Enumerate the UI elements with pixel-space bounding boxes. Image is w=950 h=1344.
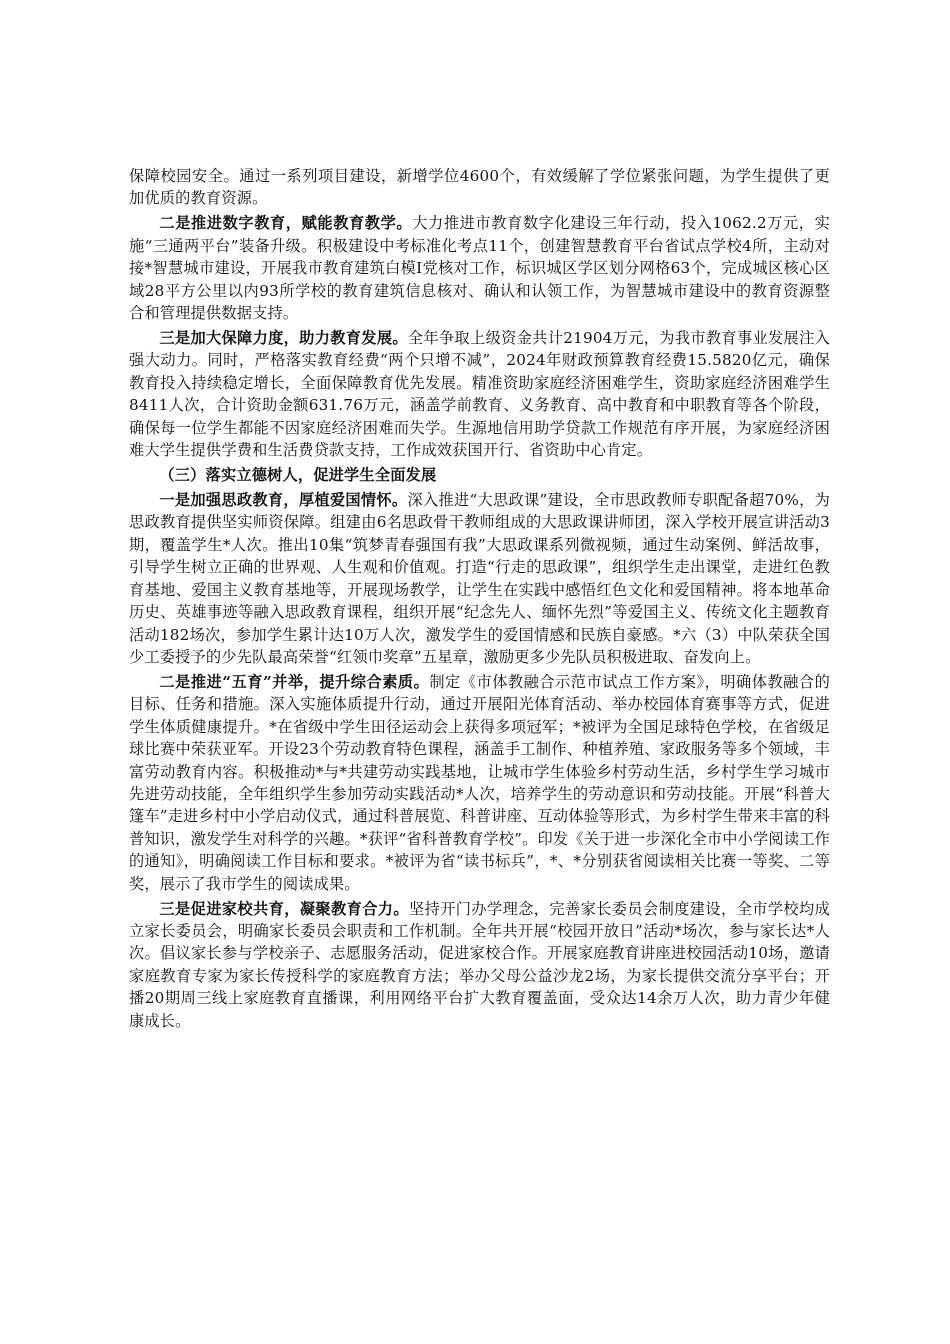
section-paragraph-3-lead: 三是促进家校共育，凝聚教育合力。 [159,899,409,918]
paragraph-2-lead: 二是推进数字教育，赋能教育教学。 [159,214,413,233]
section-paragraph-3 [129,898,830,1032]
paragraph-1-text: 保障校园安全。通过一系列项目建设，新增学位4600个，有效缓解了学位紧张问题，为学生提供了更加优质的教育资源。 [129,167,830,208]
section-heading: （三）落实立德树人，促进学生全面发展 [159,466,437,485]
paragraph-2 [129,212,830,324]
paragraph-1 [129,165,830,210]
section-paragraph-2-lead: 二是推进“五育”并举，提升综合素质。 [159,672,430,691]
section-paragraph-1 [129,489,830,668]
section-paragraph-3-text: 坚持开门办学理念，完善家长委员会制度建设，全市学校均成立家长委员会，明确家长委员会职责和工作机制。全年共开展“校园开放日”活动*场次，参与家长达*人次。倡议家长参与学校亲子、志愿服务活动，促进家校合作。开展家庭教育讲座进校园活动10场，邀请家庭教育专家为家长传授科学的家庭教育方法；举办父母公益沙龙2场，为家长提供交流分享平台；开播20期周三线上家庭教育直播课，利用网络平台扩大教育覆盖面，受众达14余万人次，助力青少年健康成长。 [129,899,830,1030]
section-paragraph-1-text: 深入推进“大思政课”建设，全市思政教师专职配备超70%，为思政教育提供坚实师资保障。组建由6名思政骨干教师组成的大思政课讲师团，深入学校开展宣讲活动3期，覆盖学生*人次。推出10集“筑梦青春强国有我”大思政课系列微视频，通过生动案例、鲜活故事，引导学生树立正确的世界观、人生观和价值观。打造“行走的思政课”，组织学生走出课堂，走进红色教育基地、爱国主义教育基地等，开展现场教学，让学生在实践中感悟红色文化和爱国精神。将本地革命历史、英雄事迹等融入思政教育课程，组织开展“纪念先人、缅怀先烈”等爱国主义、传统文化主题教育活动182场次，参加学生累计达10万人次，激发学生的爱国情感和民族自豪感。*六（3）中队荣获全国少工委授予的少先队最高荣誉“红领巾奖章”五星章，激励更多少先队员积极进取、奋发向上。 [129,491,831,666]
section-paragraph-2-text: 制定《市体教融合示范市试点工作方案》，明确体教融合的目标、任务和措施。深入实施体质提升行动，通过开展阳光体育活动、举办校园体育赛事等方式，促进学生体质健康提升。*在省级中学生田径运动会上获得多项冠军；*被评为全国足球特色学校，在省级足球比赛中荣获亚军。开设23个劳动教育特色课程，涵盖手工制作、种植养殖、家政服务等多个领域，丰富劳动教育内容。积极推动*与*共建劳动实践基地，让城市学生体验乡村劳动生活，乡村学生学习城市先进劳动技能，全年组织学生参加劳动实践活动*人次，培养学生的劳动意识和劳动技能。开展“科普大篷车”走进乡村中小学启动仪式，通过科普展览、科普讲座、互动体验等形式，为乡村学生带来丰富的科普知识，激发学生对科学的兴趣。*获评“省科普教育学校”。印发《关于进一步深化全市中小学阅读工作的通知》，明确阅读工作目标和要求。*被评为省“读书标兵”，*、*分别获省阅读相关比赛一等奖、二等奖，展示了我市学生的阅读成果。 [129,672,830,893]
section-paragraph-2 [129,671,830,895]
paragraph-3 [129,327,830,461]
paragraph-2-text: 大力推进市教育数字化建设三年行动，投入1062.2万元，实施“三通两平台”装备升级。积极建设中考标准化考点11个，创建智慧教育平台省试点学校4所，主动对接*智慧城市建设，开展我市教育建筑白模Ⅰ党核对工作，标识城区学区划分网格63个，完成城区核心区域28平方公里以内93所学校的教育建筑信息核对、确认和认领工作，为智慧城市建设中的教育资源整合和管理提供数据支持。 [129,214,830,323]
section-paragraph-1-lead: 一是加强思政教育，厚植爱国情怀。 [159,491,408,510]
paragraph-3-text: 全年争取上级资金共计21904万元，为我市教育事业发展注入强大动力。同时，严格落实教育经费“两个只增不减”，2024年财政预算教育经费15.5820亿元，确保教育投入持续稳定增长，全面保障教育优先发展。精准资助家庭经济困难学生，资助家庭经济困难学生8411人次，合计资助金额631.76万元，涵盖学前教育、义务教育、高中教育和中职教育等各个阶段，确保每一位学生都能不因家庭经济困难而失学。生源地信用助学贷款工作规范有序开展，为家庭经济困难大学生提供学费和生活费贷款支持，工作成效获国开行、省资助中心肯定。 [129,329,830,460]
paragraph-3-lead: 三是加大保障力度，助力教育发展。 [159,329,408,348]
document-page [129,165,830,1035]
